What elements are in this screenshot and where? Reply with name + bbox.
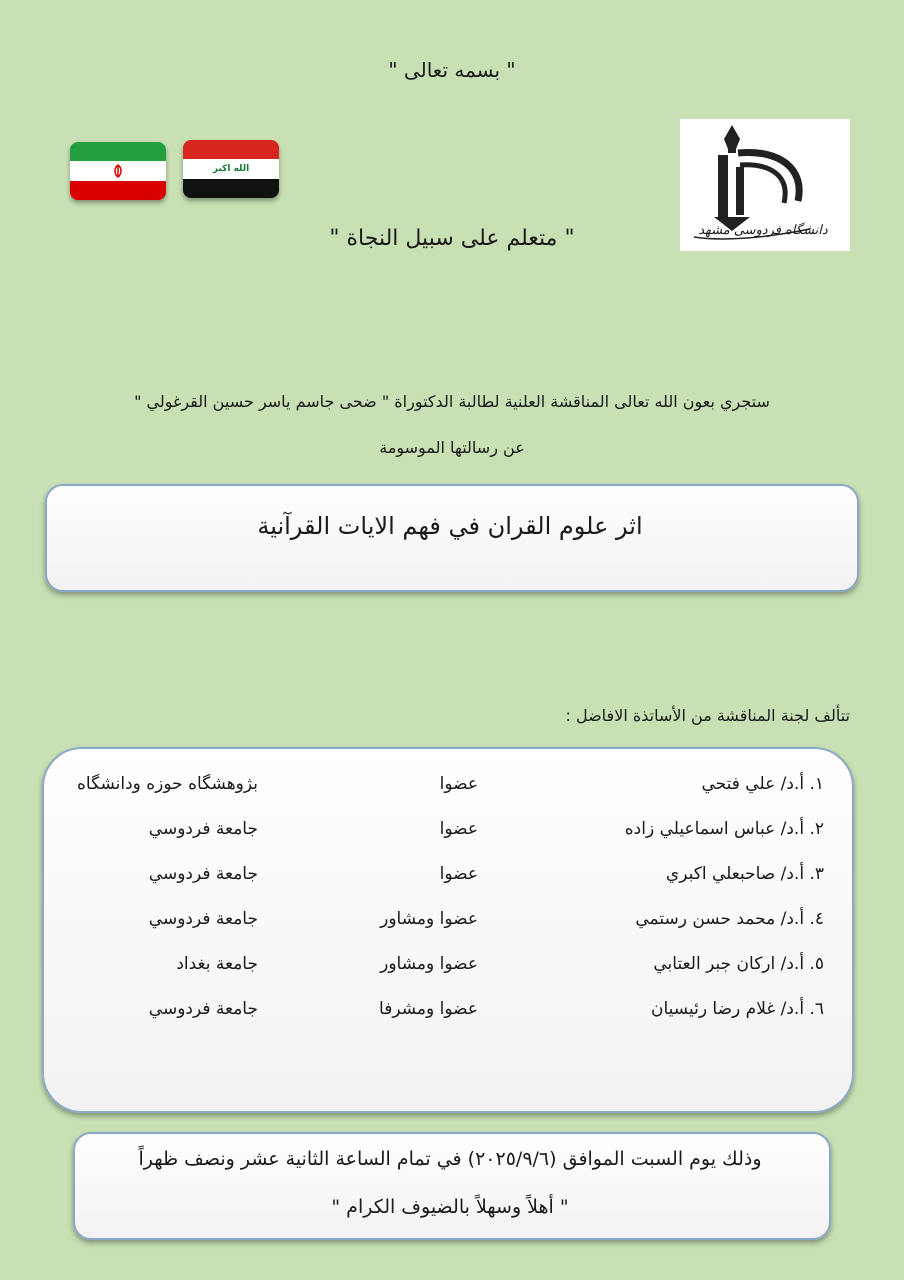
logo-caption: دانشگاه فردوسی مشهد	[698, 223, 828, 238]
member-role: عضوا	[439, 774, 478, 794]
date-line: وذلك يوم السبت الموافق (٢٠٢٥/٩/٦) في تمام الساعة الثانية عشر ونصف ظهراً	[138, 1148, 762, 1170]
member-name: ٢. أ.د/ عباس اسماعيلي زاده	[624, 819, 824, 839]
member-role: عضوا ومشرفا	[379, 999, 478, 1019]
member-name: ٤. أ.د/ محمد حسن رستمي	[635, 909, 824, 929]
iraq-flag-takbir: الله اكبر	[183, 159, 279, 178]
member-org: جامعة فردوسي	[148, 999, 258, 1019]
member-org: جامعة فردوسي	[148, 909, 258, 929]
member-org: جامعة بغداد	[176, 954, 258, 974]
committee-row	[42, 774, 850, 804]
thesis-title: اثر علوم القران في فهم الايات القرآنية	[257, 512, 643, 540]
member-role: عضوا	[439, 819, 478, 839]
committee-row	[42, 909, 850, 939]
iran-emblem-icon	[111, 164, 125, 178]
member-org: بژوهشگاه حوزه ودانشگاه	[76, 774, 258, 794]
member-name: ١. أ.د/ علي فتحي	[701, 774, 824, 794]
intro-line: ستجري بعون الله تعالى المناقشة العلنية لطالبة الدكتوراة " ضحى جاسم ياسر حسين القرغولي "	[134, 392, 770, 411]
iraq-flag	[183, 140, 279, 198]
member-role: عضوا ومشاور	[380, 909, 478, 929]
member-role: عضوا ومشاور	[380, 954, 478, 974]
committee-row	[42, 999, 850, 1029]
member-role: عضوا	[439, 864, 478, 884]
member-org: جامعة فردوسي	[148, 864, 258, 884]
motto-heading: " متعلم على سبيل النجاة "	[329, 226, 575, 251]
committee-row	[42, 819, 850, 849]
member-name: ٥. أ.د/ اركان جبر العتابي	[653, 954, 824, 974]
iran-flag	[70, 142, 166, 200]
member-name: ٦. أ.د/ غلام رضا رئيسيان	[651, 999, 824, 1019]
welcome-line: " أهلاً وسهلاً بالضيوف الكرام "	[331, 1196, 569, 1218]
committee-label: تتألف لجنة المناقشة من الأساتذة الافاضل :	[565, 706, 850, 725]
member-name: ٣. أ.د/ صاحبعلي اكبري	[665, 864, 824, 884]
basmala-heading: " بسمه تعالی "	[388, 58, 516, 82]
committee-row	[42, 864, 850, 894]
committee-row	[42, 954, 850, 984]
member-org: جامعة فردوسي	[148, 819, 258, 839]
intro-subline: عن رسالتها الموسومة	[379, 438, 525, 457]
